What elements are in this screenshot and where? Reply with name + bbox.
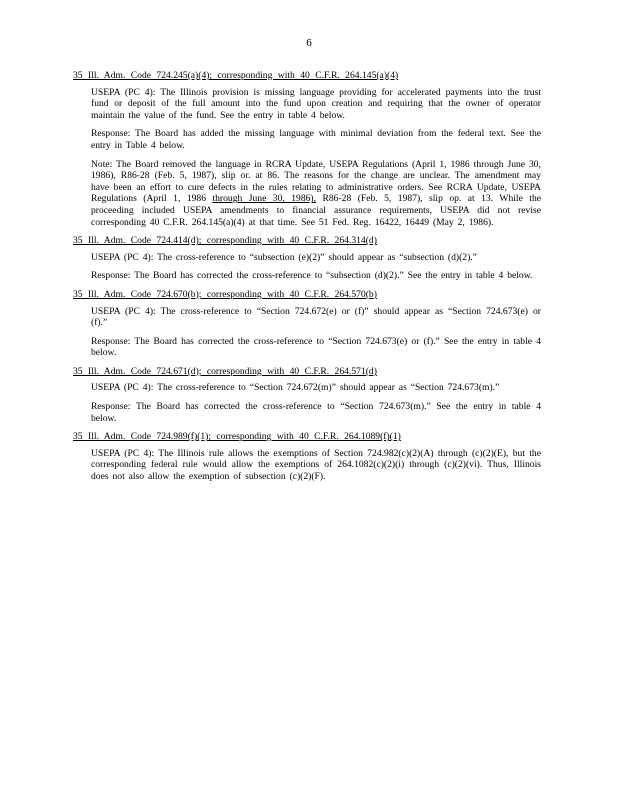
- entry-heading: 35 Ill. Adm. Code 724.989(f)(1); corresponding with 40 C.F.R. 264.1089(f)(1): [73, 431, 401, 443]
- usepa-comment: USEPA (PC 4): The cross-reference to “Section 724.672(e) or (f)” should appear as “Section 724.673(e) or (f).”: [91, 305, 541, 329]
- entry-heading: 35 Ill. Adm. Code 724.670(b); corresponding with 40 C.F.R. 264.570(b): [73, 288, 377, 300]
- entry-heading: 35 Ill. Adm. Code 724.671(d); corresponding with 40 C.F.R. 264.571(d): [73, 365, 377, 377]
- board-response: Response: The Board has corrected the cross-reference to “subsection (d)(2).” See the entry in table 4 below.: [91, 270, 533, 282]
- entry-724-989: [73, 431, 541, 482]
- usepa-comment: USEPA (PC 4): The Illinois provision is missing language providing for accelerated payments into the trust fund or deposit of the full amount into the fund upon creation and requiring that the owner of operator maintain the value of the fund. See the entry in table 4 below.: [91, 86, 541, 121]
- entry-724-670: [73, 289, 541, 359]
- entry-heading: 35 Ill. Adm. Code 724.245(a)(4); corresponding with 40 C.F.R. 264.145(a)(4): [73, 70, 399, 81]
- page-number: 6: [306, 37, 312, 49]
- board-response: Response: The Board has added the missing language with minimal deviation from the federal text. See the entry in Table 4 below.: [91, 128, 541, 151]
- note-underlined-text: through June 30, 1986),: [212, 193, 317, 205]
- board-note: [91, 159, 541, 229]
- document-body: [73, 70, 541, 489]
- entry-heading: 35 Ill. Adm. Code 724.414(d); corresponding with 40 C.F.R. 264.314(d): [73, 235, 377, 247]
- usepa-comment: USEPA (PC 4): The cross-reference to “subsection (e)(2)” should appear as “subsection (d)(2).”: [91, 251, 477, 263]
- usepa-comment: USEPA (PC 4): The Illinois rule allows the exemptions of Section 724.982(c)(2)(A) through (c)(2)(E), but the corresponding federal rule would allow the exemptions of 264.1082(c)(2)(i) through (c)(2)(vi). Thus, Illinois does not also allow the exemption of subsection (c)(2)(F).: [91, 447, 541, 483]
- note-text-end: R86-28 (Feb. 5, 1987), slip op. at 13. While the proceeding included USEPA amendments to financial assurance requirements, USEPA did not revise corresponding 40 C.F.R. 264.145(a)(4) at that time. See 51 Fed. Reg. 16422, 16449 (May 2, 1986).: [91, 193, 542, 228]
- entry-724-245: [73, 70, 541, 228]
- board-response: Response: The Board has corrected the cross-reference to “Section 724.673(m).” See the entry in table 4 below.: [91, 401, 541, 424]
- entry-724-671: [73, 366, 541, 424]
- board-response: Response: The Board has corrected the cross-reference to “Section 724.673(e) or (f).” See the entry in table 4 below.: [91, 335, 541, 359]
- note-text-start: Note: The Board removed the language in RCRA Update, USEPA Regulations (April 1, 1986 through June 30, 1986), R86-28 (Feb. 5, 1987), slip or. at 86. The reasons for the change are unclear. The amendment may have been an effort to cure defects in the rules relating to administrative orders. See RCRA Update, USEPA Regulations (April 1, 1986: [91, 158, 541, 205]
- entry-724-414: [73, 235, 541, 282]
- usepa-comment: USEPA (PC 4): The cross-reference to “Section 724.672(m)” should appear as “Section 724.673(m).”: [91, 382, 500, 394]
